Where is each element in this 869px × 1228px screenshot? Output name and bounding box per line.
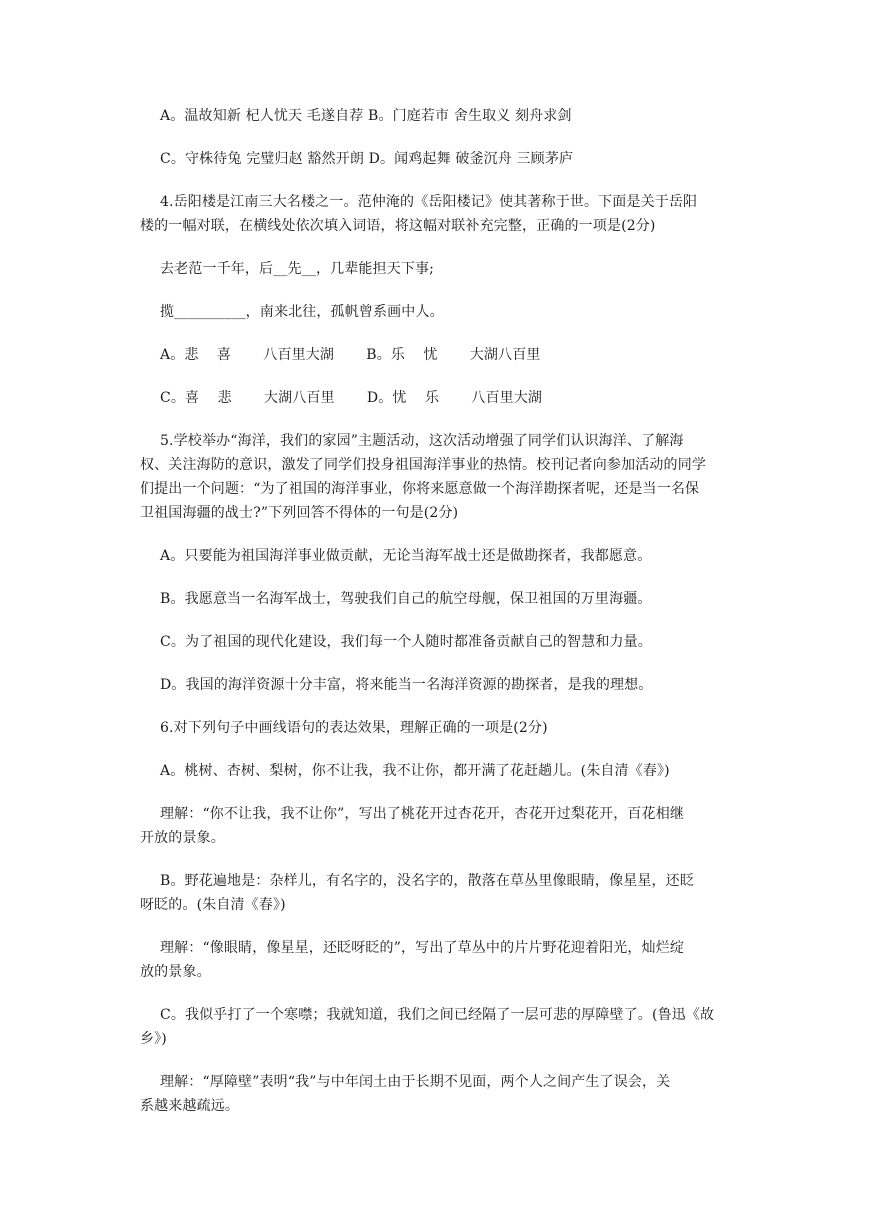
question-5-line-1: 5.学校举办“海洋，我们的家园”主题活动，这次活动增强了同学们认识海洋、了解海 <box>160 433 684 449</box>
option-line-ab: A。温故知新 杞人忧天 毛遂自荐 B。门庭若市 舍生取义 刻舟求剑 <box>160 108 572 124</box>
question-4-line-1: 4.岳阳楼是江南三大名楼之一。范仲淹的《岳阳楼记》使其著称于世。下面是关于岳阳 <box>160 194 698 210</box>
question-4-line-2: 楼的一幅对联，在横线处依次填入词语，将这幅对联补充完整，正确的一项是(2分) <box>140 218 656 234</box>
q5-option-d: D。我国的海洋资源十分丰富，将来能当一名海洋资源的勘探者，是我的理想。 <box>160 677 653 693</box>
q6-option-b-line-1: B。野花遍地是：杂样儿，有名字的，没名字的，散落在草丛里像眼睛，像星星，还眨 <box>160 873 694 889</box>
q6-b-explanation-line-2: 放的景象。 <box>140 964 211 980</box>
q4-options-cd: C。喜 悲 大湖八百里 D。忧 乐 八百里大湖 <box>160 390 543 406</box>
q6-c-explanation-line-1: 理解：“厚障壁”表明“我”与中年闰土由于长期不见面，两个人之间产生了误会，关 <box>160 1074 671 1090</box>
question-5-line-2: 权、关注海防的意识，激发了同学们投身祖国海洋事业的热情。校刊记者向参加活动的同学 <box>140 457 706 473</box>
q5-option-b: B。我愿意当一名海军战士，驾驶我们自己的航空母舰，保卫祖国的万里海疆。 <box>160 591 652 607</box>
couplet-line-2: 揽__________，南来北往，孤帆曾系画中人。 <box>160 304 444 320</box>
couplet-line-1: 去老范一千年，后__先__，几辈能担天下事; <box>160 261 435 277</box>
q6-option-a: A。桃树、杏树、梨树，你不让我，我不让你，都开满了花赶趟儿。(朱自清《春》) <box>160 763 670 779</box>
q6-option-b-line-2: 呀眨的。(朱自清《春》) <box>140 897 286 913</box>
q6-b-explanation-line-1: 理解：“像眼睛，像星星，还眨呀眨的”，写出了草丛中的片片野花迎着阳光，灿烂绽 <box>160 940 685 956</box>
q6-option-c-line-2: 乡》) <box>140 1031 167 1047</box>
q5-option-c: C。为了祖国的现代化建设，我们每一个人随时都准备贡献自己的智慧和力量。 <box>160 634 652 650</box>
q6-c-explanation-line-2: 系越来越疏远。 <box>140 1098 240 1114</box>
question-5-line-3: 们提出一个问题：“为了祖国的海洋事业，你将来愿意做一个海洋勘探者呢，还是当一名保 <box>140 481 700 497</box>
q5-option-a: A。只要能为祖国海洋事业做贡献，无论当海军战士还是做勘探者，我都愿意。 <box>160 548 652 564</box>
q6-option-c-line-1: C。我似乎打了一个寒噤；我就知道，我们之间已经隔了一层可悲的厚障壁了。(鲁迅《故 <box>160 1007 715 1023</box>
q6-a-explanation-line-1: 理解：“你不让我，我不让你”，写出了桃花开过杏花开，杏花开过梨花开，百花相继 <box>160 806 685 822</box>
question-6-stem: 6.对下列句子中画线语句的表达效果，理解正确的一项是(2分) <box>160 720 548 736</box>
q4-options-ab: A。悲 喜 八百里大湖 B。乐 忧 大湖八百里 <box>160 347 541 363</box>
question-5-line-4: 卫祖国海疆的战士?”下列回答不得体的一句是(2分) <box>140 505 459 521</box>
option-line-cd: C。守株待兔 完璧归赵 豁然开朗 D。闻鸡起舞 破釜沉舟 三顾茅庐 <box>160 151 574 167</box>
q6-a-explanation-line-2: 开放的景象。 <box>140 830 225 846</box>
